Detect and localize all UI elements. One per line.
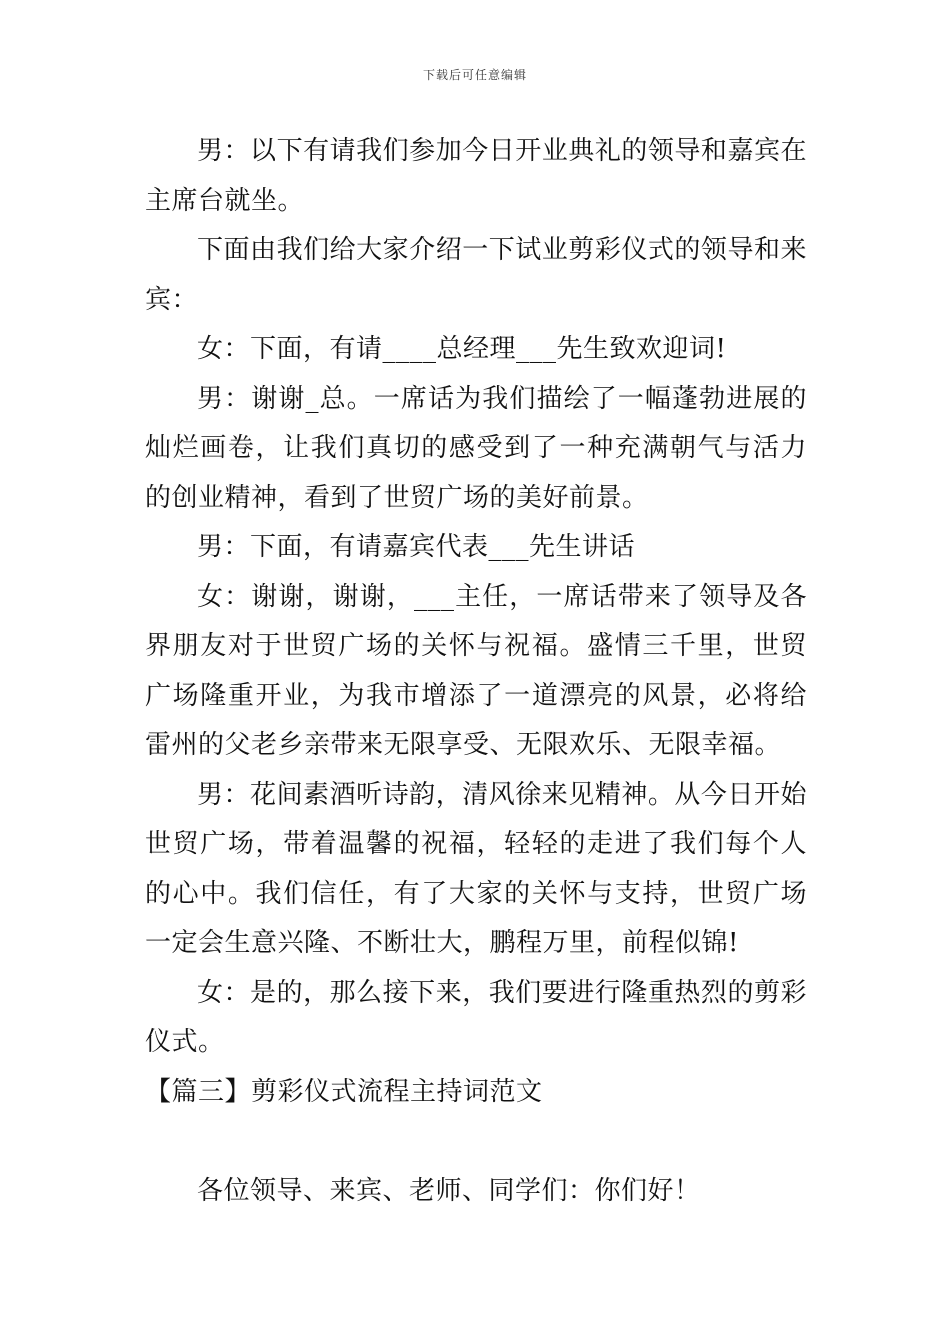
paragraph: 各位领导、来宾、老师、同学们：你们好！: [197, 1175, 701, 1206]
header-note: 下载后可任意编辑: [422, 68, 527, 82]
paragraph: 下面由我们给大家介绍一下试业剪彩仪式的领导和来宾：: [145, 235, 807, 315]
paragraph: 女：下面，有请____总经理___先生致欢迎词!: [197, 334, 727, 364]
blank-line: [145, 1117, 807, 1167]
paragraph: 男：谢谢_总。一席话为我们描绘了一幅蓬勃进展的灿烂画卷，让我们真切的感受到了一种充满朝气与活力的创业精神，看到了世贸广场的美好前景。: [145, 383, 807, 513]
document-body: [145, 127, 807, 1216]
paragraph: 男：花间素酒听诗韵，清风徐来见精神。从今日开始世贸广场，带着温馨的祝福，轻轻的走进了我们每个人的心中。我们信任，有了大家的关怀与支持，世贸广场一定会生意兴隆、不断壮大，鹏程万里，前程似锦!: [145, 779, 807, 958]
paragraph: 女：谢谢，谢谢，___主任，一席话带来了领导及各界朋友对于世贸广场的关怀与祝福。盛情三千里，世贸广场隆重开业，为我市增添了一道漂亮的风景，必将给雷州的父老乡亲带来无限享受、无限欢乐、无限幸福。: [145, 581, 807, 760]
paragraph: 男：以下有请我们参加今日开业典礼的领导和嘉宾在主席台就坐。: [145, 136, 807, 216]
paragraph: 女：是的，那么接下来，我们要进行隆重热烈的剪彩仪式。: [145, 977, 807, 1057]
section-heading: 【篇三】剪彩仪式流程主持词范文: [145, 1076, 543, 1107]
paragraph: 男：下面，有请嘉宾代表___先生讲话: [197, 532, 636, 562]
